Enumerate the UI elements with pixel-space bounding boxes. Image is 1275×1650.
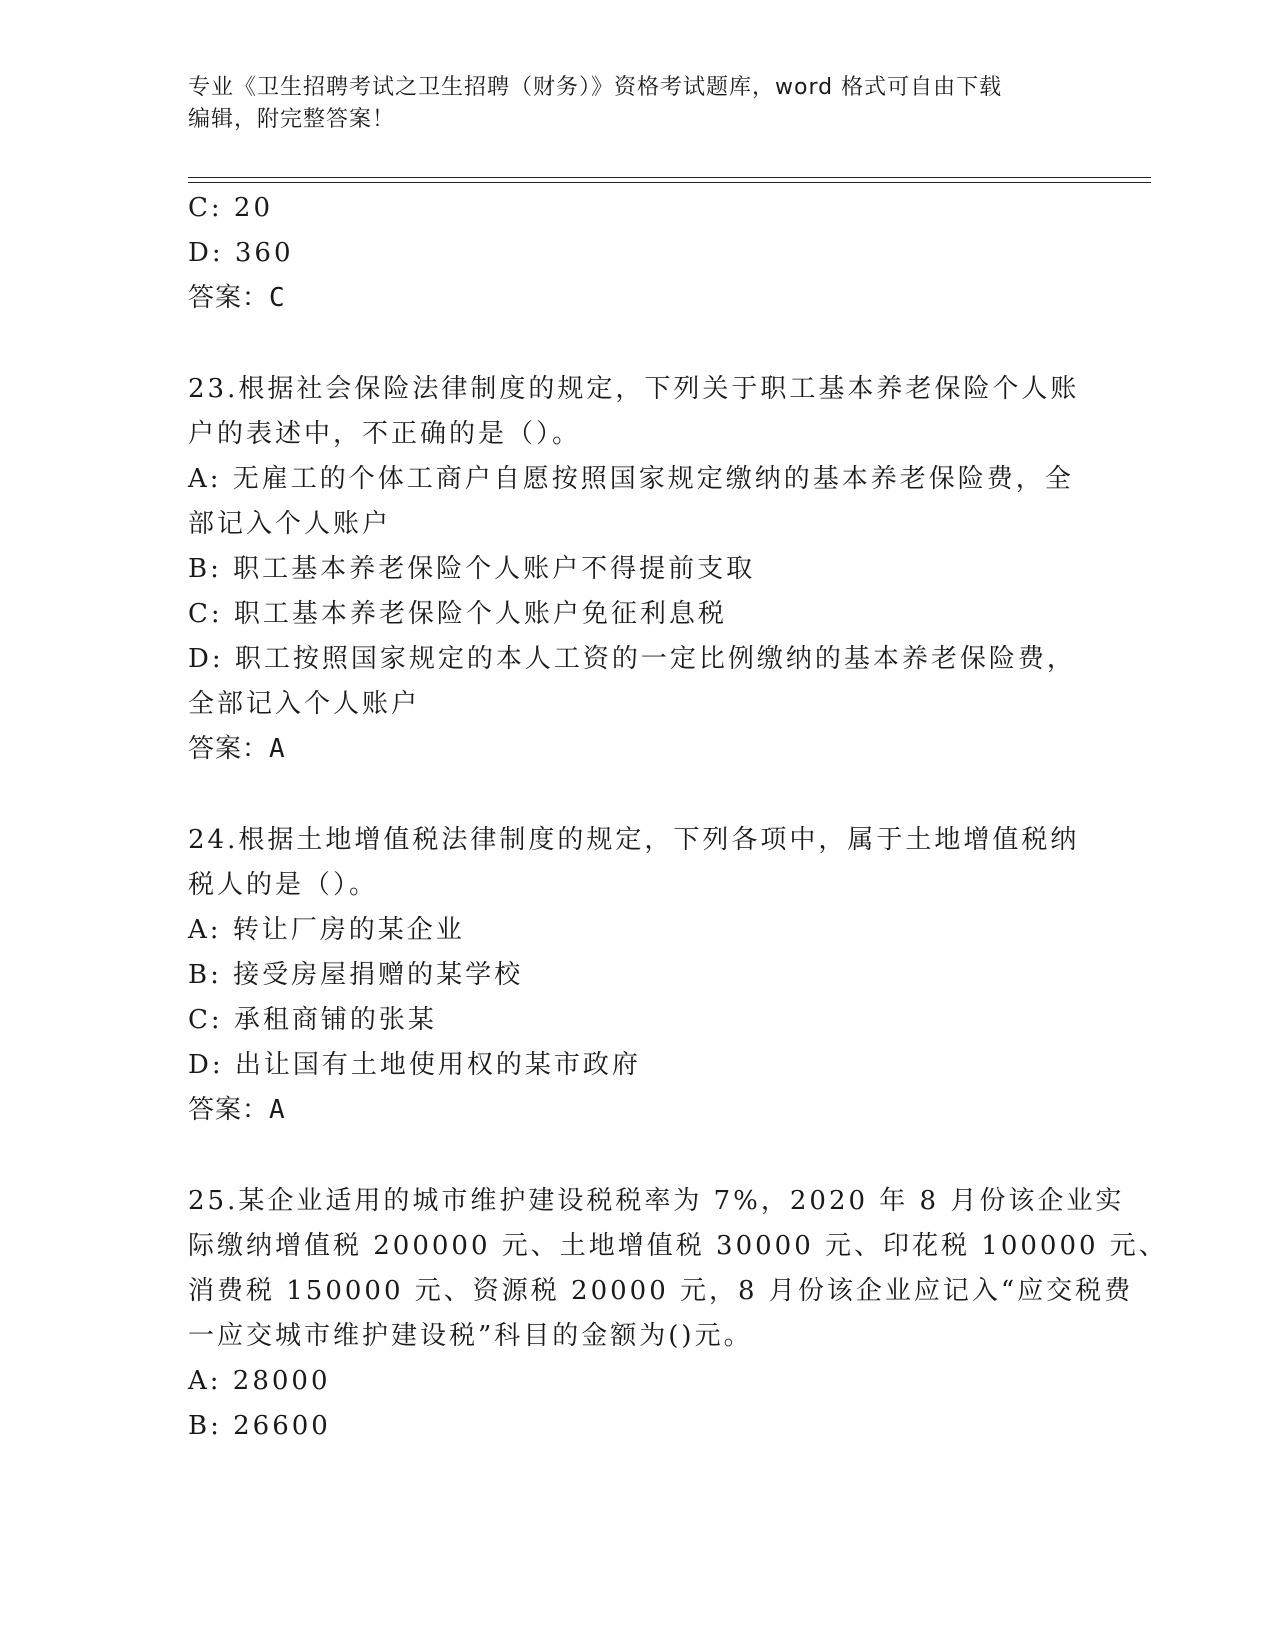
header-divider-top (188, 177, 1151, 178)
q24-option-d: D: 出让国有土地使用权的某市政府 (188, 1050, 641, 1080)
q22-answer (188, 276, 288, 321)
answer-value: A (269, 1095, 288, 1125)
q23-option-b: B: 职工基本养老保险个人账户不得提前支取 (188, 554, 756, 584)
answer-value: A (269, 734, 288, 764)
q23-answer (188, 727, 288, 772)
q23-option-a-line-2: 部记入个人账户 (188, 509, 392, 539)
q25-option-b: B: 26600 (188, 1411, 331, 1441)
q22-option-d: D: 360 (188, 238, 294, 268)
q24-option-a: A: 转让厂房的某企业 (188, 915, 465, 945)
q24-answer (188, 1088, 288, 1133)
q24-option-b: B: 接受房屋捐赠的某学校 (188, 960, 524, 990)
q25-stem-line-3: 消费税 150000 元、资源税 20000 元，8 月份该企业应记入“应交税费 (188, 1276, 1134, 1306)
q23-option-a-line-1: A: 无雇工的个体工商户自愿按照国家规定缴纳的基本养老保险费，全 (188, 464, 1074, 494)
q25-option-a: A: 28000 (188, 1366, 331, 1396)
q23-option-d-line-2: 全部记入个人账户 (188, 689, 421, 719)
answer-label: 答案： (188, 283, 270, 313)
header-line-1: 专业《卫生招聘考试之卫生招聘（财务）》资格考试题库，word 格式可自由下载 (188, 75, 1003, 100)
q24-stem-line-2: 税人的是（）。 (188, 870, 379, 900)
q25-stem-line-1: 25.某企业适用的城市维护建设税税率为 7%，2020 年 8 月份该企业实 (188, 1186, 1125, 1216)
q23-stem-line-1: 23.根据社会保险法律制度的规定，下列关于职工基本养老保险个人账 (188, 374, 1080, 404)
q23-stem-line-2: 户的表述中，不正确的是（）。 (188, 419, 582, 449)
q24-stem-line-1: 24.根据土地增值税法律制度的规定，下列各项中，属于土地增值税纳 (188, 825, 1080, 855)
header-divider-bottom (188, 182, 1151, 183)
q23-option-c: C: 职工基本养老保险个人账户免征利息税 (188, 599, 727, 629)
q23-option-d-line-1: D: 职工按照国家规定的本人工资的一定比例缴纳的基本养老保险费， (188, 644, 1076, 674)
answer-label: 答案： (188, 1095, 270, 1125)
document-header (188, 72, 1088, 136)
header-line-2: 编辑，附完整答案！ (188, 107, 396, 132)
q22-option-c: C: 20 (188, 193, 274, 223)
q25-stem-line-2: 际缴纳增值税 200000 元、土地增值税 30000 元、印花税 100000 元、 (188, 1231, 1168, 1261)
answer-label: 答案： (188, 734, 270, 764)
answer-value: C (269, 283, 288, 313)
q24-option-c: C: 承租商铺的张某 (188, 1005, 437, 1035)
q25-stem-line-4: 一应交城市维护建设税”科目的金额为()元。 (188, 1321, 753, 1351)
